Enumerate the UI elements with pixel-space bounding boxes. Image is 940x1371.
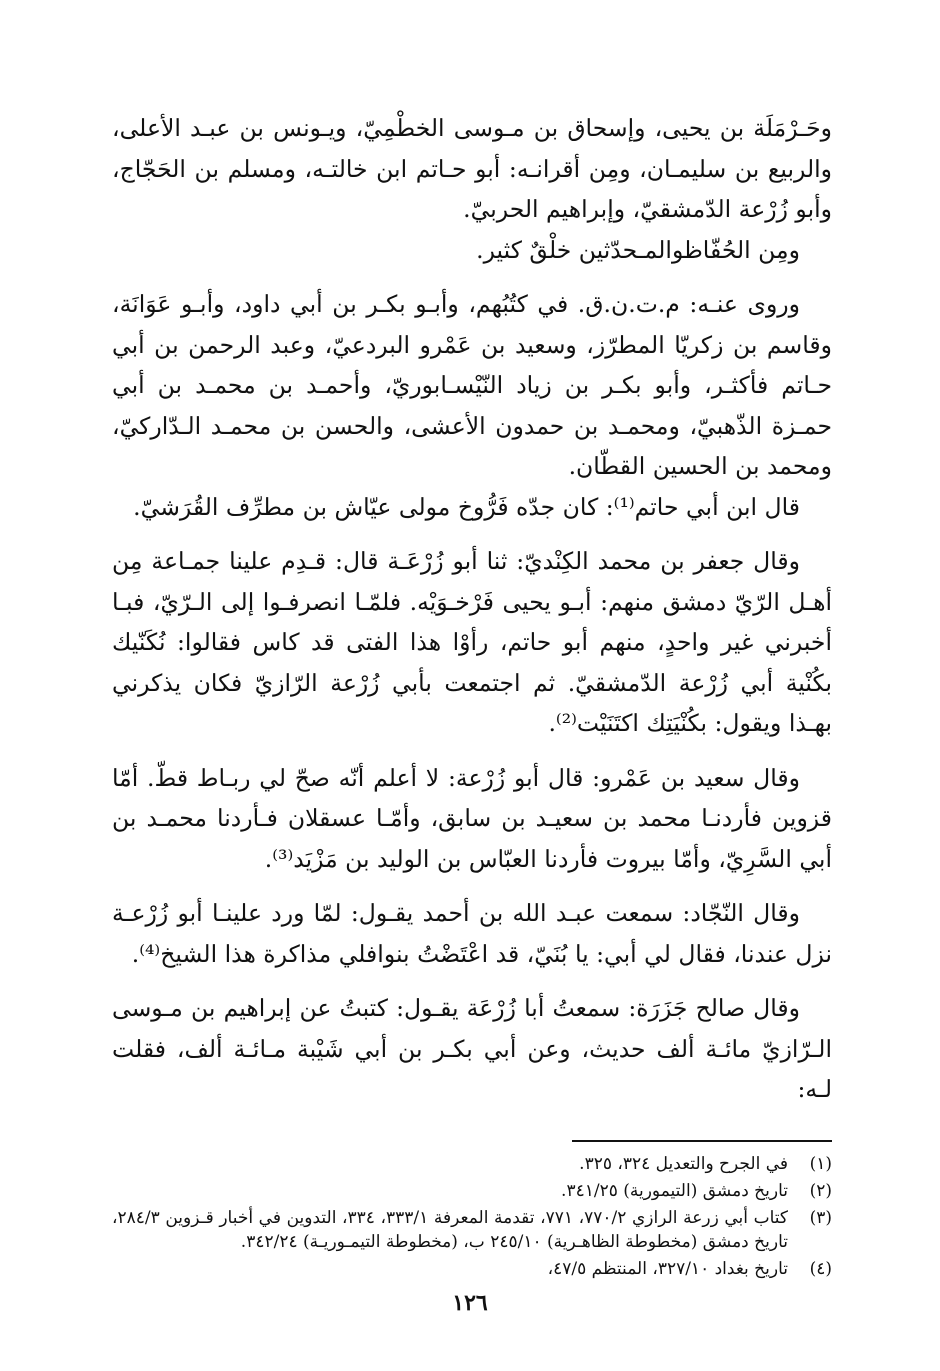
main-text xyxy=(112,108,832,1110)
paragraph: وقال النّجّاد: سمعت عبـد الله بن أحمد يقـول: لمّا ورد علينـا أبو زُرْعـة نزل عندنا، فقال لي أبي: يا بُنَيّ، قد اعْتَضْتُ بنوافلي مذاكرة هذا الشيخ⁽⁴⁾. xyxy=(112,899,832,968)
footnote xyxy=(112,1206,832,1254)
footnote xyxy=(112,1152,832,1176)
paragraph: وقال سعيد بن عَمْرو: قال أبو زُرْعة: لا أعلم أنّه صحّ لي ربـاط قطّ. أمّا قزوين فأردنـا محمد بن سعيـد بن سابق، وأمّـا عسقلان فـأردنا محمـد بن أبي السَّرِيّ، وأمّا بيروت فأردنا العبّاس بن الوليد بن مَزْيَد⁽³⁾. xyxy=(112,763,832,873)
paragraph: ومِن الحُفّاظوالمـحدّثين خلْقٌ كثير. xyxy=(476,235,800,264)
paragraph: وحَـرْمَلَة بن يحيى، وإسحاق بن مـوسى الخطْمِيّ، ويـونس بن عبـد الأعلى، والربيع بن سليمـان، ومِن أقرانـه: أبو حـاتم ابن خالتـه، ومسلم بن الحَجّاج، وأبو زُرْعة الدّمشقيّ، وإبراهيم الحربيّ. xyxy=(112,114,832,223)
footnote-text: تاريخ بغداد ٣٢٧/١٠، المنتظم ٤٧/٥، xyxy=(547,1258,788,1279)
footnote-number: (٤) xyxy=(809,1258,832,1279)
footnote-number: (١) xyxy=(809,1153,832,1174)
paragraph: قال ابن أبي حاتم⁽¹⁾: كان جدّه فَرُّوخ مولى عيّاش بن مطرِّف القُرَشيّ. xyxy=(133,492,800,521)
paragraph: وقال جعفر بن محمد الكِنْديّ: ثنا أبو زُرْعَـة قال: قـدِم علينا جمـاعة مِن أهـل الرّيّ دمشق منهم: أبـو يحيى فَرْخـوَيْه. فلمّـا انصرفـوا إلى الـرّيّ، فبـا أخبرني غير واحدٍ، منهم أبو حاتم، رأوْا هذا الفتى قد كاس فقالوا: نُكَنّيك بكُنْية أبي زُرْعة الدّمشقيّ. ثم اجتمعت بأبي زُرْعة الرّازيّ فكان يذكرني بهـذا ويقول: بكُنْيَتِك اكتَنَيْت⁽²⁾. xyxy=(112,547,832,737)
footnote-number: (٢) xyxy=(809,1180,832,1201)
footnotes xyxy=(112,1152,832,1281)
paragraph: وروى عنـه: م.ت.ن.ق. في كتُبُهم، وأبـو بكـر بن أبي داود، وأبـو عَوَانَة، وقاسم بن زكريّا المطرّز، وسعيد بن عَمْرو البردعيّ، وعبد الرحمن بن أبي حـاتم فأكثـر، وأبو بكـر بن زياد النّيْسـابوريّ، وأحمـد بن محمـد بن أبي حمـزة الذّهبيّ، ومحمـد بن حمدون الأعشى، والحسن بن محمـد الـدّاركيّ، ومحمد بن الحسين القطّان. xyxy=(112,290,832,480)
footnote-number: (٣) xyxy=(809,1207,832,1228)
footnote-divider xyxy=(572,1140,832,1142)
page-number: ١٢٦ xyxy=(452,1290,488,1316)
paragraph: وقال صالح جَزَرَة: سمعتُ أبا زُرْعَة يقـول: كتبتُ عن إبراهيم بن مـوسى الـرّازيّ مائـة ألف حديث، وعن أبي بكـر بن أبي شَيْبة مـائـة ألف، فقلت لـه: xyxy=(112,994,832,1103)
footnote-text: كتاب أبي زرعة الرازي ٧٧٠/٢، ٧٧١، تقدمة المعرفة ٣٣٣/١، ٣٣٤، التدوين في أخبار قـزوين ٢٨٤/٣، تاريخ دمشق (مخطوطة الظاهـرية) ٢٤٥/١٠ ب، (مخطوطة التيمـوريـة) ٣٤٢/٢٤. xyxy=(112,1207,789,1252)
footnote xyxy=(112,1257,832,1281)
footnote-text: تاريخ دمشق (التيمورية) ٣٤١/٢٥. xyxy=(561,1180,788,1201)
footnote-text: في الجرح والتعديل ٣٢٤، ٣٢٥. xyxy=(579,1153,788,1174)
footnote xyxy=(112,1179,832,1203)
